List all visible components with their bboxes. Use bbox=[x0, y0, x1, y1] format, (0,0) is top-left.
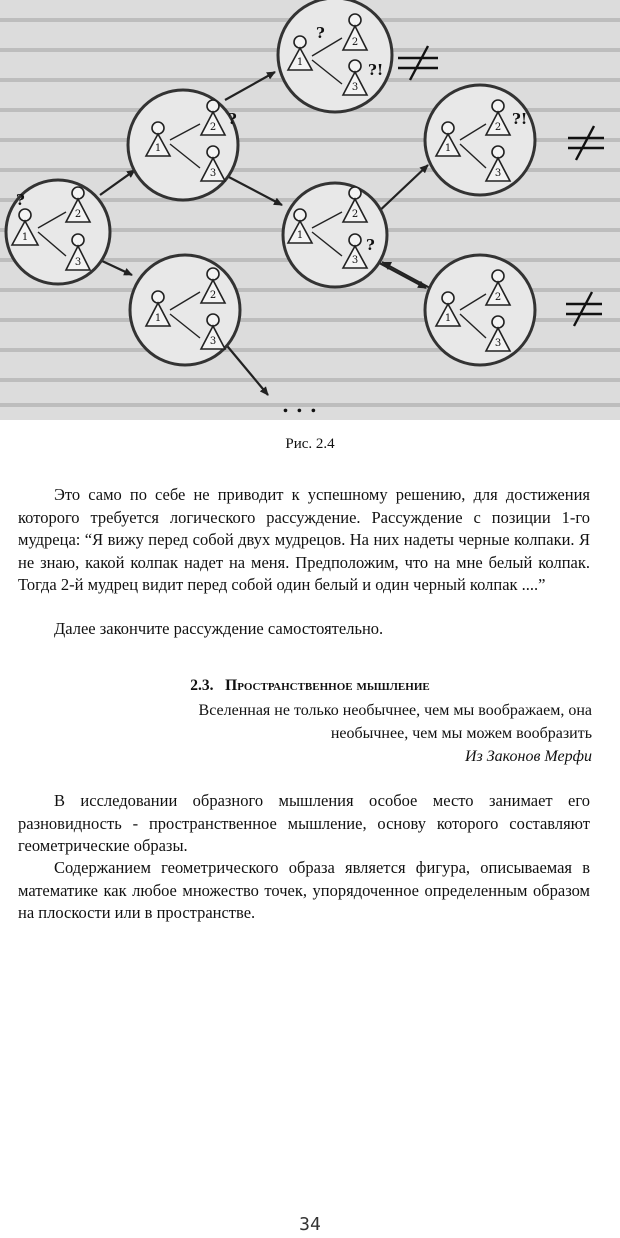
paragraph-finish: Далее закончите рассуждение самостоятельно. bbox=[54, 619, 384, 638]
svg-text:3: 3 bbox=[351, 82, 359, 93]
svg-text:?: ? bbox=[366, 236, 375, 254]
svg-text:3: 3 bbox=[494, 168, 502, 179]
svg-text:2: 2 bbox=[209, 122, 217, 133]
svg-text:1: 1 bbox=[296, 230, 304, 241]
svg-text:1: 1 bbox=[444, 313, 452, 324]
svg-text:3: 3 bbox=[74, 257, 82, 268]
svg-text:1: 1 bbox=[444, 143, 452, 154]
svg-text:1: 1 bbox=[296, 57, 304, 68]
paragraph-reasoning: Это само по себе не приводит к успешному решению, для достижения которого требуется логического рассуждение. Рассуждение с позиции 1-го мудреца: “Я вижу перед собой двух мудрецов. На них надеты черные колпаки. Я не знаю, какой колпак надет на меня. Предположим, что на мне белый колпак. Тогда 2-й мудрец видит перед собой один белый и один черный колпак ....” bbox=[18, 485, 590, 594]
svg-text:?: ? bbox=[16, 191, 25, 209]
state-circle bbox=[425, 85, 535, 195]
svg-text:?!: ?! bbox=[512, 110, 528, 128]
figure-caption: Рис. 2.4 bbox=[285, 436, 335, 452]
epigraph-line2: необычнее, чем мы можем вообразить bbox=[330, 725, 592, 742]
svg-text:?: ? bbox=[228, 110, 237, 128]
svg-text:2: 2 bbox=[351, 209, 359, 220]
section-title: Пространственное мышление bbox=[225, 677, 430, 694]
epigraph-line1: Вселенная не только необычнее, чем мы воображаем, она bbox=[198, 702, 592, 719]
section-heading bbox=[0, 677, 620, 695]
svg-text:3: 3 bbox=[351, 255, 359, 266]
page-number: 34 bbox=[299, 1214, 321, 1235]
state-circle bbox=[425, 255, 535, 365]
svg-text:2: 2 bbox=[74, 209, 82, 220]
svg-text:3: 3 bbox=[209, 168, 217, 179]
svg-text:. . .: . . . bbox=[282, 393, 317, 417]
svg-text:3: 3 bbox=[494, 338, 502, 349]
svg-text:1: 1 bbox=[21, 232, 29, 243]
svg-text:?!: ?! bbox=[368, 61, 384, 79]
svg-text:?: ? bbox=[316, 24, 325, 42]
section-number: 2.3. bbox=[190, 677, 214, 694]
reasoning-tree-figure bbox=[0, 0, 620, 420]
svg-text:3: 3 bbox=[209, 336, 217, 347]
svg-text:1: 1 bbox=[154, 143, 162, 154]
state-circle bbox=[128, 90, 238, 200]
paragraph-geometric-image: Содержанием геометрического образа является фигура, описываемая в математике как любое множество точек, упорядоченное определенным образом на плоскости или в пространстве. bbox=[18, 858, 590, 922]
svg-text:2: 2 bbox=[209, 290, 217, 301]
epigraph-source: Из Законов Мерфи bbox=[464, 748, 592, 765]
svg-text:1: 1 bbox=[154, 313, 162, 324]
svg-text:2: 2 bbox=[494, 122, 502, 133]
svg-text:2: 2 bbox=[494, 292, 502, 303]
paragraph-spatial-thinking: В исследовании образного мышления особое место занимает его разновидность - пространственное мышление, основу которого составляют геометрические образы. bbox=[18, 791, 590, 855]
svg-text:2: 2 bbox=[351, 37, 359, 48]
